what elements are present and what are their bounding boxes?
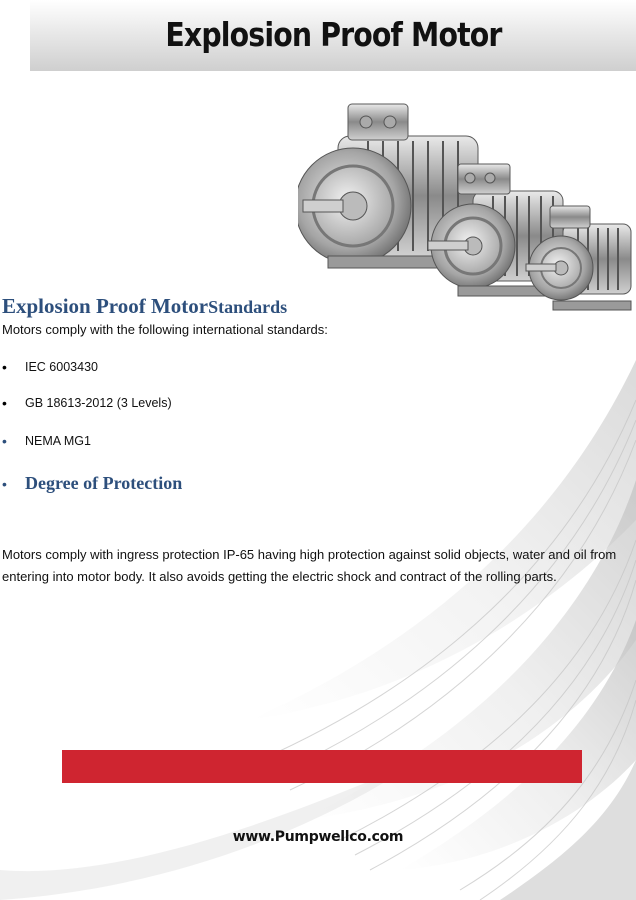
standards-heading-suffix: Standards (208, 297, 288, 317)
list-item (0, 395, 172, 411)
standard-label: IEC 6003430 (25, 360, 98, 374)
list-item (0, 433, 91, 449)
bullet-icon: • (2, 359, 7, 375)
bullet-icon: • (2, 433, 7, 449)
list-item (0, 359, 98, 375)
motors-photo (298, 96, 636, 336)
protection-heading-item (0, 473, 182, 494)
standards-heading (2, 294, 287, 319)
website-link[interactable]: www.Pumpwellco.com (232, 829, 404, 845)
accent-red-bar (62, 750, 582, 783)
standards-intro: Motors comply with the following international standards: (2, 322, 328, 337)
protection-heading: Degree of Protection (25, 473, 183, 493)
standard-label: NEMA MG1 (25, 434, 91, 448)
bullet-icon: • (2, 395, 7, 411)
standards-heading-main: Explosion Proof Motor (2, 294, 209, 318)
bullet-icon: • (2, 475, 7, 492)
standard-label: GB 18613-2012 (3 Levels) (25, 396, 172, 410)
protection-paragraph: Motors comply with ingress protection IP-65 having high protection against solid objects, water and oil from entering into motor body. It also avoids getting the electric shock and contract of the rolling parts. (2, 547, 617, 584)
title-banner (30, 0, 636, 71)
page-title: Explosion Proof Motor (164, 15, 502, 54)
